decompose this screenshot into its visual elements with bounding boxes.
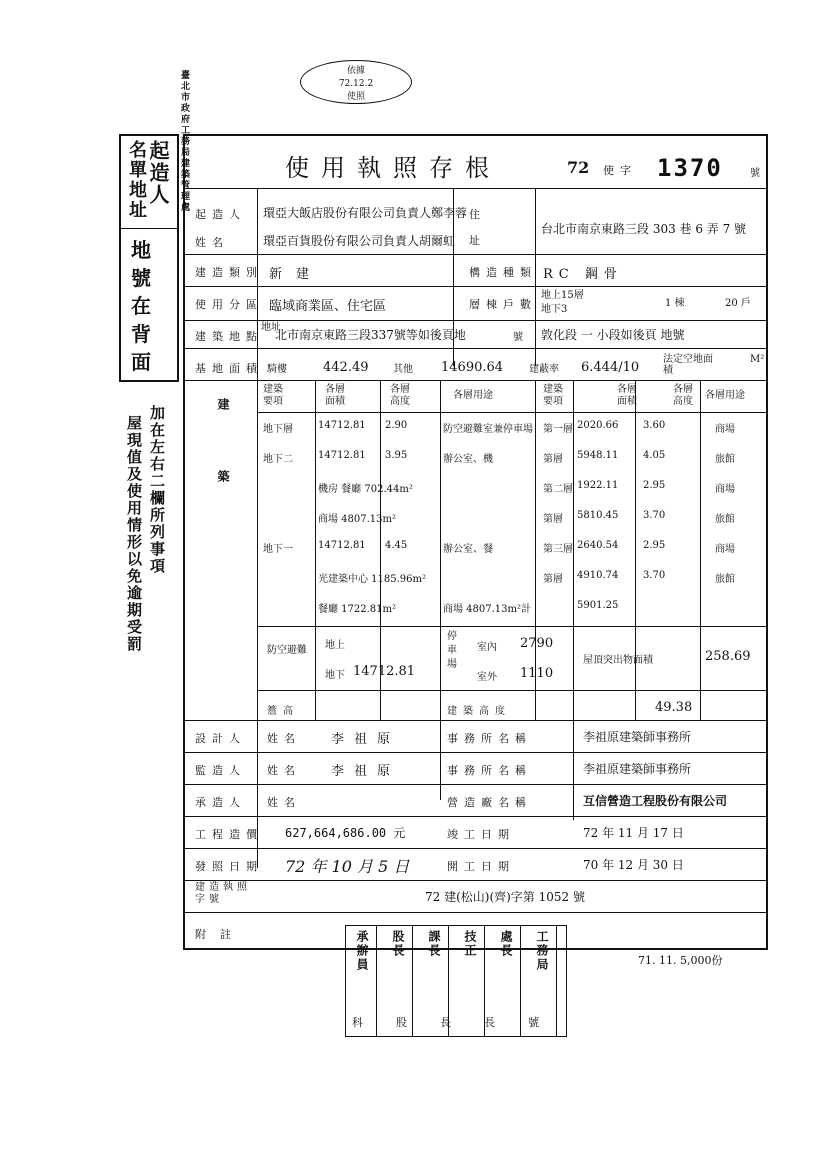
zone-label: 使用分區 bbox=[195, 298, 263, 311]
zone-value: 臨域商業區、住宅區 bbox=[269, 299, 387, 314]
left-row-use: 辦公室、機 bbox=[443, 454, 493, 465]
building-type-label: 建造類別 bbox=[195, 266, 263, 279]
left-row-use: 防空避難室兼停車場 bbox=[443, 424, 533, 435]
parking-label: 停車場 bbox=[447, 631, 457, 670]
signoff-col-label: 承辦員 bbox=[355, 930, 369, 972]
owner-address-box: 起造人 名單地址 地 號 在 背 面 bbox=[119, 134, 179, 382]
permit-year: 72 bbox=[567, 158, 590, 177]
signoff-col-label: 技正 bbox=[463, 930, 477, 958]
right-row-area: 2020.66 bbox=[577, 420, 619, 431]
unit-count: 20 戶 bbox=[725, 298, 751, 309]
structure-type: RC 鋼骨 bbox=[543, 267, 623, 282]
right-row-area: 5810.45 bbox=[577, 510, 619, 521]
build-permit-label: 建造執照字號 bbox=[195, 882, 251, 905]
site-sub-label: 地址 bbox=[261, 322, 281, 333]
signoff-col-label: 股長 bbox=[391, 930, 405, 958]
area-unit: M² bbox=[750, 354, 765, 365]
arcade-area: 442.49 bbox=[323, 360, 369, 375]
right-row-floor: 第層 bbox=[543, 574, 563, 585]
form-title: 使用執照存根 bbox=[285, 154, 501, 182]
building-height-label: 建築高度 bbox=[447, 706, 511, 717]
outdoor-parking: 1110 bbox=[520, 666, 554, 681]
right-row-area: 1922.11 bbox=[577, 480, 619, 491]
header-area: 各層面積 bbox=[325, 384, 345, 407]
designer-firm-label: 事務所名稱 bbox=[447, 732, 532, 745]
right-row-floor: 第層 bbox=[543, 454, 563, 465]
left-row-height: 3.95 bbox=[385, 450, 408, 461]
vacant-label: 防空避難 bbox=[267, 645, 307, 656]
header-area-right: 各層面積 bbox=[617, 384, 637, 407]
issue-date-label: 發照日期 bbox=[195, 860, 263, 873]
open-space-label: 法定空地面積 bbox=[663, 354, 713, 376]
company-label: 營造廠名稱 bbox=[447, 796, 532, 809]
building-height: 49.38 bbox=[655, 700, 693, 715]
owner-name-2: 環亞百貨股份有限公司負責人胡爾虹 bbox=[263, 234, 456, 248]
signoff-divider bbox=[520, 926, 521, 1036]
signoff-divider bbox=[412, 926, 413, 1036]
owner-name-label: 姓名 bbox=[195, 236, 229, 249]
right-row-use: 商場 bbox=[715, 424, 735, 435]
completion-date-label: 竣工日期 bbox=[447, 828, 515, 841]
designer-firm: 李祖原建築師事務所 bbox=[583, 730, 692, 744]
archive-circle-stamp: 依據 72.12.2 使照 bbox=[300, 60, 412, 104]
right-row-area: 2640.54 bbox=[577, 540, 619, 551]
right-row-use: 旅館 bbox=[715, 514, 735, 525]
right-row-use: 商場 bbox=[715, 544, 735, 555]
right-row-height: 3.70 bbox=[643, 570, 666, 581]
other-area: 14690.64 bbox=[441, 360, 504, 375]
header-item: 建築要項 bbox=[263, 384, 283, 407]
right-row-use: 旅館 bbox=[715, 574, 735, 585]
construction-company: 互信營造工程股份有限公司 bbox=[583, 794, 728, 808]
site-address: 北市南京東路三段337號等如後頁地 bbox=[275, 328, 466, 342]
designer-name: 李祖原 bbox=[331, 732, 401, 747]
site-lot: 敦化段 一 小段如後頁 地號 bbox=[541, 328, 685, 342]
eave-height-label: 簷高 bbox=[267, 706, 299, 717]
floors-count-label: 層棟戶數 bbox=[469, 298, 537, 311]
right-row-height: 3.70 bbox=[643, 510, 666, 521]
left-note-col1: 加在左右二欄所列事項 bbox=[148, 405, 166, 575]
completion-date: 72 年 11 月 17 日 bbox=[583, 826, 684, 840]
other-label: 其他 bbox=[393, 364, 413, 375]
contractor-label: 承造人 bbox=[195, 796, 246, 809]
print-count: 71. 11. 5,000份 bbox=[638, 954, 723, 967]
indoor-parking: 2790 bbox=[520, 636, 554, 651]
signoff-bottom-label: 長 bbox=[484, 1016, 495, 1029]
build-permit-number: 72 建(松山)(齊)字第 1052 號 bbox=[425, 890, 585, 904]
cost-label: 工程造價 bbox=[195, 828, 263, 841]
designer-label: 設計人 bbox=[195, 732, 246, 745]
right-row-height: 2.95 bbox=[643, 480, 666, 491]
coverage-ratio: 6.444/10 bbox=[581, 360, 640, 375]
site-no-label: 號 bbox=[513, 332, 523, 343]
left-row-area: 餐廳 1722.81m² bbox=[318, 604, 397, 615]
right-row-height: 4.05 bbox=[643, 450, 666, 461]
left-row-use: 商場 4807.13m²計 bbox=[443, 604, 532, 615]
owner-name-1: 環亞大飯店股份有限公司負責人鄭李蓉 bbox=[263, 206, 468, 220]
right-row-height: 2.95 bbox=[643, 540, 666, 551]
signoff-col-label: 處長 bbox=[499, 930, 513, 958]
underground-label: 地下 bbox=[325, 670, 345, 681]
permit-hao: 號 bbox=[750, 168, 760, 179]
site-area-label: 基地面積 bbox=[195, 362, 263, 375]
right-row-floor: 第一層 bbox=[543, 424, 573, 435]
supervisor-firm-label: 事務所名稱 bbox=[447, 764, 532, 777]
left-row-area: 14712.81 bbox=[318, 450, 366, 461]
left-row-floor: 地下二 bbox=[263, 454, 293, 465]
permit-number: 1370 bbox=[657, 154, 723, 182]
left-note-col2: 屋現值及使用情形以免逾期受罰 bbox=[125, 415, 143, 653]
floors-above: 地上15層 bbox=[541, 290, 584, 301]
coverage-label: 建蔽率 bbox=[529, 364, 559, 375]
issue-date: 72 年 10 月 5 日 bbox=[285, 857, 410, 876]
underground-value: 14712.81 bbox=[353, 664, 416, 679]
right-row-floor: 第層 bbox=[543, 514, 563, 525]
signoff-col-label: 工務局 bbox=[535, 930, 549, 972]
right-row-use: 旅館 bbox=[715, 454, 735, 465]
right-row-floor: 第二層 bbox=[543, 484, 573, 495]
signoff-bottom-label: 科 bbox=[352, 1016, 363, 1029]
header-height-right: 各層高度 bbox=[673, 384, 693, 407]
left-row-area: 14712.81 bbox=[318, 420, 366, 431]
structure-label: 構造種類 bbox=[469, 266, 537, 279]
left-row-height: 2.90 bbox=[385, 420, 408, 431]
floors-below: 地下3 bbox=[541, 304, 568, 315]
left-row-area: 14712.81 bbox=[318, 540, 366, 551]
left-row-use: 辦公室、餐 bbox=[443, 544, 493, 555]
signoff-bottom-label: 股 bbox=[396, 1016, 407, 1029]
left-row-floor: 地下層 bbox=[263, 424, 293, 435]
left-row-area: 光建築中心 1185.96m² bbox=[318, 574, 427, 585]
right-row-area: 4910.74 bbox=[577, 570, 619, 581]
address-label: 住址 bbox=[469, 208, 490, 247]
construction-cost: 627,664,686.00 元 bbox=[285, 826, 406, 840]
right-row-use: 商場 bbox=[715, 484, 735, 495]
above-ground-label: 地上 bbox=[325, 640, 345, 651]
archive-stamp-text: 臺北市政府工務局建築管理處 bbox=[179, 70, 189, 213]
header-height: 各層高度 bbox=[390, 384, 410, 407]
right-row-area: 5901.25 bbox=[577, 600, 619, 611]
supervisor-firm: 李祖原建築師事務所 bbox=[583, 762, 692, 776]
designer-name-label: 姓名 bbox=[267, 732, 301, 745]
outdoor-label: 室外 bbox=[477, 672, 497, 683]
indoor-label: 室內 bbox=[477, 642, 497, 653]
site-label: 建築地點 bbox=[195, 330, 263, 343]
header-use: 各層用途 bbox=[453, 390, 493, 401]
start-date: 70 年 12 月 30 日 bbox=[583, 858, 684, 872]
header-use-right: 各層用途 bbox=[705, 390, 745, 401]
signoff-col-label: 課長 bbox=[427, 930, 441, 958]
signoff-bottom-label: 號 bbox=[528, 1016, 539, 1029]
left-row-height: 4.45 bbox=[385, 540, 408, 551]
remarks-label: 附註 bbox=[195, 928, 245, 941]
owner-address: 台北市南京東路三段 303 巷 6 弄 7 號 bbox=[541, 222, 747, 236]
construction-label: 建築 bbox=[216, 398, 230, 542]
right-row-floor: 第三層 bbox=[543, 544, 573, 555]
owner-label: 起造人 bbox=[195, 208, 246, 221]
left-row-floor: 地下一 bbox=[263, 544, 293, 555]
left-row-area: 機房 餐廳 702.44m² bbox=[318, 484, 413, 495]
roof-area: 258.69 bbox=[705, 649, 751, 664]
signoff-divider bbox=[556, 926, 557, 1036]
right-row-height: 3.60 bbox=[643, 420, 666, 431]
start-date-label: 開工日期 bbox=[447, 860, 515, 873]
supervisor-name: 李祖原 bbox=[331, 764, 401, 779]
supervisor-name-label: 姓名 bbox=[267, 764, 301, 777]
signoff-divider bbox=[376, 926, 377, 1036]
supervisor-label: 監造人 bbox=[195, 764, 246, 777]
building-type: 新建 bbox=[269, 267, 324, 282]
arcade-label: 騎樓 bbox=[267, 364, 287, 375]
usage-permit-stub-form bbox=[183, 134, 768, 950]
header-item-right: 建築要項 bbox=[543, 384, 563, 407]
right-row-area: 5948.11 bbox=[577, 450, 619, 461]
contractor-name-label: 姓名 bbox=[267, 796, 301, 809]
left-row-area: 商場 4807.13m² bbox=[318, 514, 397, 525]
building-count: 1 棟 bbox=[665, 298, 685, 309]
permit-zi: 使字 bbox=[603, 164, 637, 177]
roof-label: 屋頂突出物面積 bbox=[583, 655, 653, 666]
signoff-bottom-label: 長 bbox=[440, 1016, 451, 1029]
signoff-block bbox=[345, 925, 567, 1037]
